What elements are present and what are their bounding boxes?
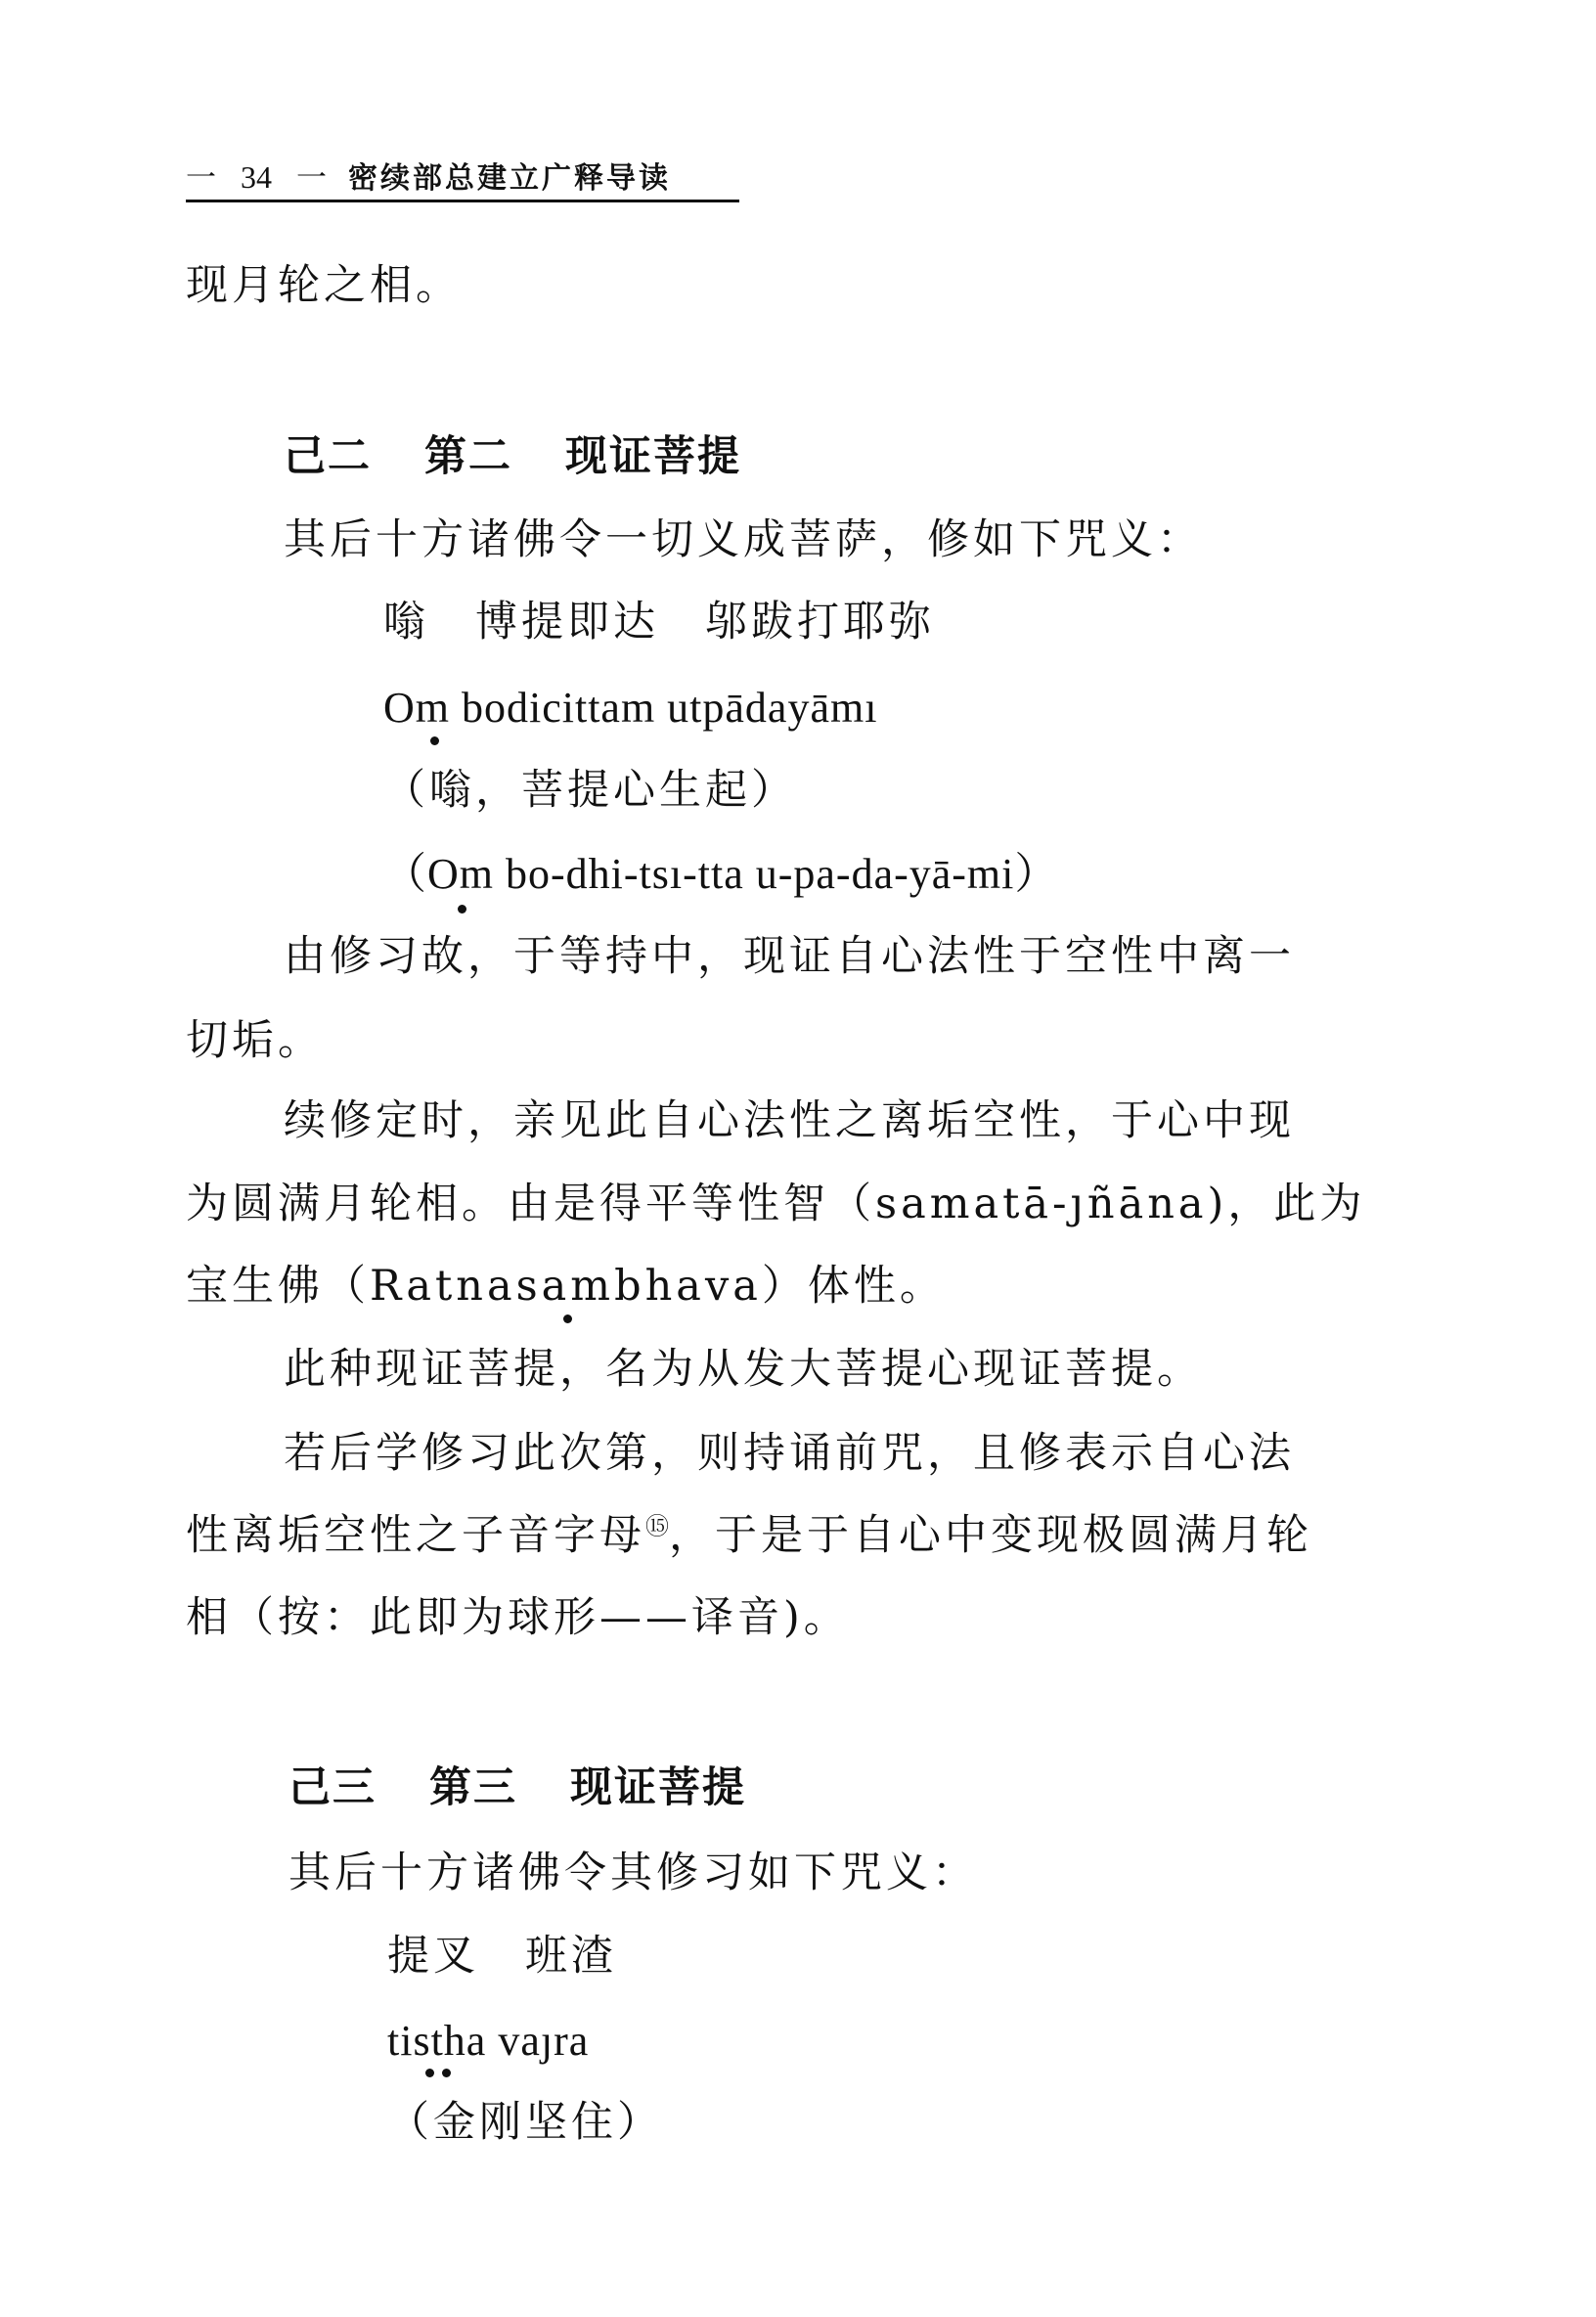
diacritic-dot (458, 905, 466, 913)
paragraph-line: 相（按：此即为球形——译音)。 (186, 1593, 850, 1642)
mantra-chinese: 提叉 班渣 (387, 1932, 617, 1981)
mantra-gloss: （嗡，菩提心生起） (383, 766, 797, 815)
section-heading-2 (288, 1759, 799, 1817)
paragraph-line: 切垢。 (186, 1016, 324, 1065)
running-header (186, 155, 739, 202)
paragraph-line: 其后十方诸佛令一切义成菩萨，修如下咒义： (284, 515, 1203, 564)
mantra-reading: （Om bo-dhi-tsı-tta u-pa-da-yā-mi） (383, 850, 1059, 898)
heading-title: 现证菩提 (570, 1763, 746, 1812)
line-text: 性离垢空性之子音字母 (186, 1511, 645, 1560)
heading-ordinal: 第三 (429, 1763, 517, 1812)
heading-ordinal: 第二 (424, 432, 512, 481)
diacritic-dot (425, 2069, 434, 2077)
page-number: 34 (241, 159, 272, 195)
paragraph-line: 为圆满月轮相。由是得平等性智（samatā-ȷñāna)，此为 (186, 1180, 1366, 1228)
paragraph-line: 续修定时，亲见此自心法性之离垢空性，于心中现 (284, 1096, 1295, 1145)
diacritic-dot (430, 736, 439, 745)
diacritic-dot (563, 1314, 572, 1323)
paragraph-line: 宝生佛（Ratnasambhava）体性。 (186, 1262, 946, 1311)
section-heading-1 (284, 427, 794, 486)
mantra-gloss: （金刚坚住） (387, 2098, 663, 2147)
header-dash-right: 一 (296, 160, 327, 196)
paragraph-line: 此种现证菩提，名为从发大菩提心现证菩提。 (284, 1345, 1203, 1394)
heading-number: 己二 (284, 432, 372, 481)
book-title: 密续部总建立广释导读 (348, 161, 671, 196)
heading-title: 现证菩提 (565, 432, 741, 481)
mantra-roman: Om bodicittam utpādayāmı (383, 684, 878, 732)
diacritic-dot (442, 2069, 451, 2077)
paragraph-line (186, 1506, 1312, 1565)
mantra-chinese: 嗡 博提即达 邬跋打耶弥 (383, 598, 935, 646)
paragraph-line: 现月轮之相。 (186, 261, 462, 310)
paragraph-line: 由修习故，于等持中，现证自心法性于空性中离一 (284, 932, 1295, 981)
heading-number: 己三 (288, 1763, 377, 1812)
line-text: ，于是于自心中变现极圆满月轮 (669, 1511, 1312, 1560)
mantra-roman: tistha vaȷra (387, 2017, 590, 2065)
paragraph-line: 若后学修习此次第，则持诵前咒，且修表示自心法 (284, 1429, 1295, 1478)
footnote-marker: ⑮ (645, 1512, 669, 1540)
header-dash-left: 一 (186, 160, 216, 196)
paragraph-line: 其后十方诸佛令其修习如下咒义： (288, 1849, 978, 1897)
